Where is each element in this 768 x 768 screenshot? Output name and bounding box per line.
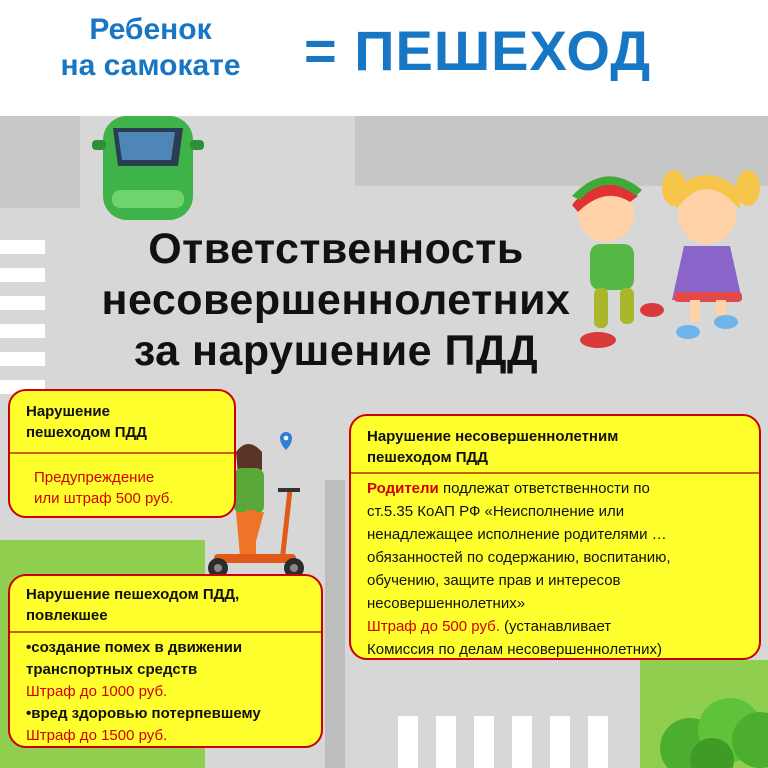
header-subject [18,12,283,84]
list-item: •создание помех в движении [26,639,243,656]
header-equation: = ПЕШЕХОД [304,19,652,82]
consequences-heading: Нарушение пешеходом ПДД, повлекшее [10,576,321,633]
title-line3: за нарушение ПДД [133,327,539,375]
crosswalk-bottom [398,716,608,768]
header [0,0,768,116]
location-pin-icon [280,432,292,450]
title-line1: Ответственность [148,225,524,273]
main-title [36,224,636,377]
title-line2: несовершеннолетних [101,276,571,324]
consequences-list [10,633,321,747]
list-item-continuation: транспортных средств [26,661,198,678]
header-line2: на самокате [60,49,241,82]
fine-amount: Штраф до 1500 руб. [26,727,168,744]
curb [325,480,345,768]
fine-amount: Штраф до 500 руб. [367,618,500,635]
green-car-illustration [92,116,204,220]
sidewalk-top-left [0,116,80,208]
consequences-violation-box [8,574,323,748]
pedestrian-violation-heading: Нарушение пешеходом ПДД [10,391,234,454]
fine-amount: Штраф до 1000 руб. [26,683,168,700]
pedestrian-violation-penalty: Предупреждение или штраф 500 руб. [34,469,174,507]
list-item: •вред здоровью потерпевшему [26,705,261,722]
pedestrian-violation-box [8,389,236,518]
parents-word: Родители [367,480,439,497]
minor-violation-text: Родители подлежат ответственности по ст.5.35 КоАП РФ «Неисполнение или ненадлежащее исполнение родителями … обязанностей по содержанию, воспитанию, обучению, защите прав и интересов несовершеннолетних» Штраф до 500 руб. (устанавливает Комиссия по делам несовершеннолетних) [367,480,671,658]
header-line1: Ребенок [89,13,212,46]
minor-violation-heading: Нарушение несовершеннолетним пешеходом ПДД [351,416,759,474]
minor-violation-box [349,414,761,660]
